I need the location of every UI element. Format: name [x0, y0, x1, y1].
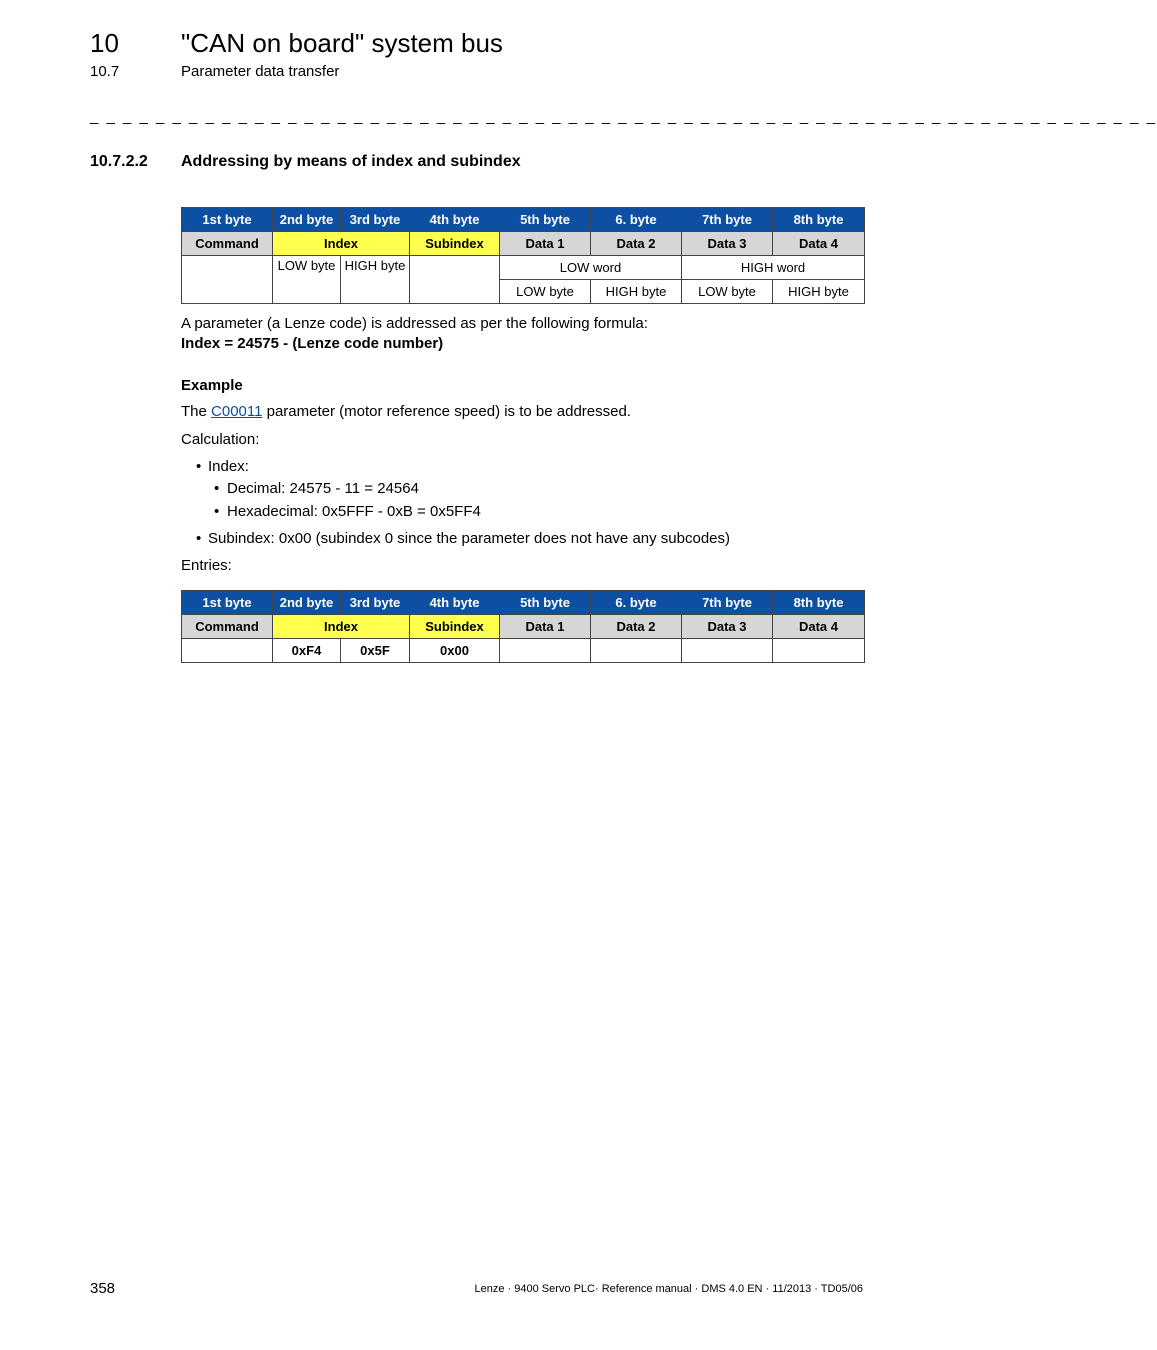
header-cell: 6. byte [591, 591, 682, 615]
header-cell: 5th byte [500, 591, 591, 615]
header-cell: 8th byte [773, 591, 865, 615]
value-cell: 0x5F [341, 639, 410, 663]
entries-table [181, 590, 865, 663]
example-heading: Example [181, 377, 243, 394]
table-label-row [182, 615, 865, 639]
parameter-link[interactable]: C00011 [211, 403, 263, 420]
header-cell: 4th byte [410, 591, 500, 615]
command-label: Command [182, 232, 273, 256]
sentence-prefix: The [181, 403, 212, 420]
header-cell: 5th byte [500, 208, 591, 232]
bullet-dot: • [196, 458, 202, 475]
chapter-title: "CAN on board" system bus [181, 28, 503, 58]
bullet-dot: • [214, 503, 220, 520]
header-separator: _ _ _ _ _ _ _ _ _ _ _ _ _ _ _ _ _ _ _ _ _ _ _ _ _ _ _ _ _ _ _ _ _ _ _ _ _ _ _ _ _ _ _ _ _ _ _ _ _ _ _ _ _ _ _ _ _ _ _ _ _ _ _ _ _ [90, 108, 1157, 125]
value-cell [591, 639, 682, 663]
header-cell: 3rd byte [341, 591, 410, 615]
data3-label: Data 3 [682, 232, 773, 256]
data4-label: Data 4 [773, 615, 865, 639]
empty-cell [410, 256, 500, 304]
formula-intro: A parameter (a Lenze code) is addressed as per the following formula: [181, 315, 648, 332]
value-cell: 0x00 [410, 639, 500, 663]
bullet-index: Index: [208, 458, 249, 475]
value-cell [682, 639, 773, 663]
index-label: Index [273, 232, 410, 256]
table-header-row [182, 208, 865, 232]
bullet-hex: Hexadecimal: 0x5FFF - 0xB = 0x5FF4 [227, 503, 481, 520]
data3-label: Data 3 [682, 615, 773, 639]
document-info: Lenze · 9400 Servo PLC· Reference manual · DMS 4.0 EN · 11/2013 · TD05/06 [474, 1283, 863, 1295]
empty-cell [182, 256, 273, 304]
example-sentence [181, 403, 631, 420]
value-cell: 0xF4 [273, 639, 341, 663]
index-low-byte: LOW byte [273, 256, 341, 304]
table-header-row [182, 591, 865, 615]
data-byte-cell: LOW byte [682, 280, 773, 304]
header-cell: 7th byte [682, 591, 773, 615]
table-row [182, 639, 865, 663]
section-number: 10.7 [90, 63, 120, 80]
low-word-cell: LOW word [500, 256, 682, 280]
subindex-label: Subindex [410, 232, 500, 256]
value-cell [773, 639, 865, 663]
header-cell: 1st byte [182, 208, 273, 232]
data-byte-cell: HIGH byte [773, 280, 865, 304]
subsection-number: 10.7.2.2 [90, 153, 148, 170]
subsection-title: Addressing by means of index and subindex [181, 153, 521, 170]
header-cell: 8th byte [773, 208, 865, 232]
high-word-cell: HIGH word [682, 256, 865, 280]
bullet-subindex: Subindex: 0x00 (subindex 0 since the parameter does not have any subcodes) [208, 530, 730, 547]
data1-label: Data 1 [500, 615, 591, 639]
header-cell: 7th byte [682, 208, 773, 232]
data-byte-cell: HIGH byte [591, 280, 682, 304]
value-cell [500, 639, 591, 663]
header-cell: 1st byte [182, 591, 273, 615]
bullet-dot: • [214, 480, 220, 497]
byte-layout-table [181, 207, 865, 304]
bullet-decimal: Decimal: 24575 - 11 = 24564 [227, 480, 419, 497]
data-byte-cell: LOW byte [500, 280, 591, 304]
data2-label: Data 2 [591, 232, 682, 256]
table-row [182, 256, 865, 280]
index-high-byte: HIGH byte [341, 256, 410, 304]
formula-text: Index = 24575 - (Lenze code number) [181, 335, 444, 352]
value-cell [182, 639, 273, 663]
header-cell: 6. byte [591, 208, 682, 232]
entries-label: Entries: [181, 557, 232, 574]
table-label-row [182, 232, 865, 256]
bullet-dot: • [196, 530, 202, 547]
calculation-label: Calculation: [181, 431, 260, 448]
chapter-number: 10 [90, 28, 119, 58]
index-label: Index [273, 615, 410, 639]
section-title: Parameter data transfer [181, 63, 340, 80]
data4-label: Data 4 [773, 232, 865, 256]
sentence-suffix: parameter (motor reference speed) is to be addressed. [262, 403, 631, 420]
data2-label: Data 2 [591, 615, 682, 639]
header-cell: 2nd byte [273, 208, 341, 232]
data1-label: Data 1 [500, 232, 591, 256]
subindex-label: Subindex [410, 615, 500, 639]
header-cell: 3rd byte [341, 208, 410, 232]
page-number: 358 [90, 1280, 116, 1297]
header-cell: 4th byte [410, 208, 500, 232]
header-cell: 2nd byte [273, 591, 341, 615]
command-label: Command [182, 615, 273, 639]
